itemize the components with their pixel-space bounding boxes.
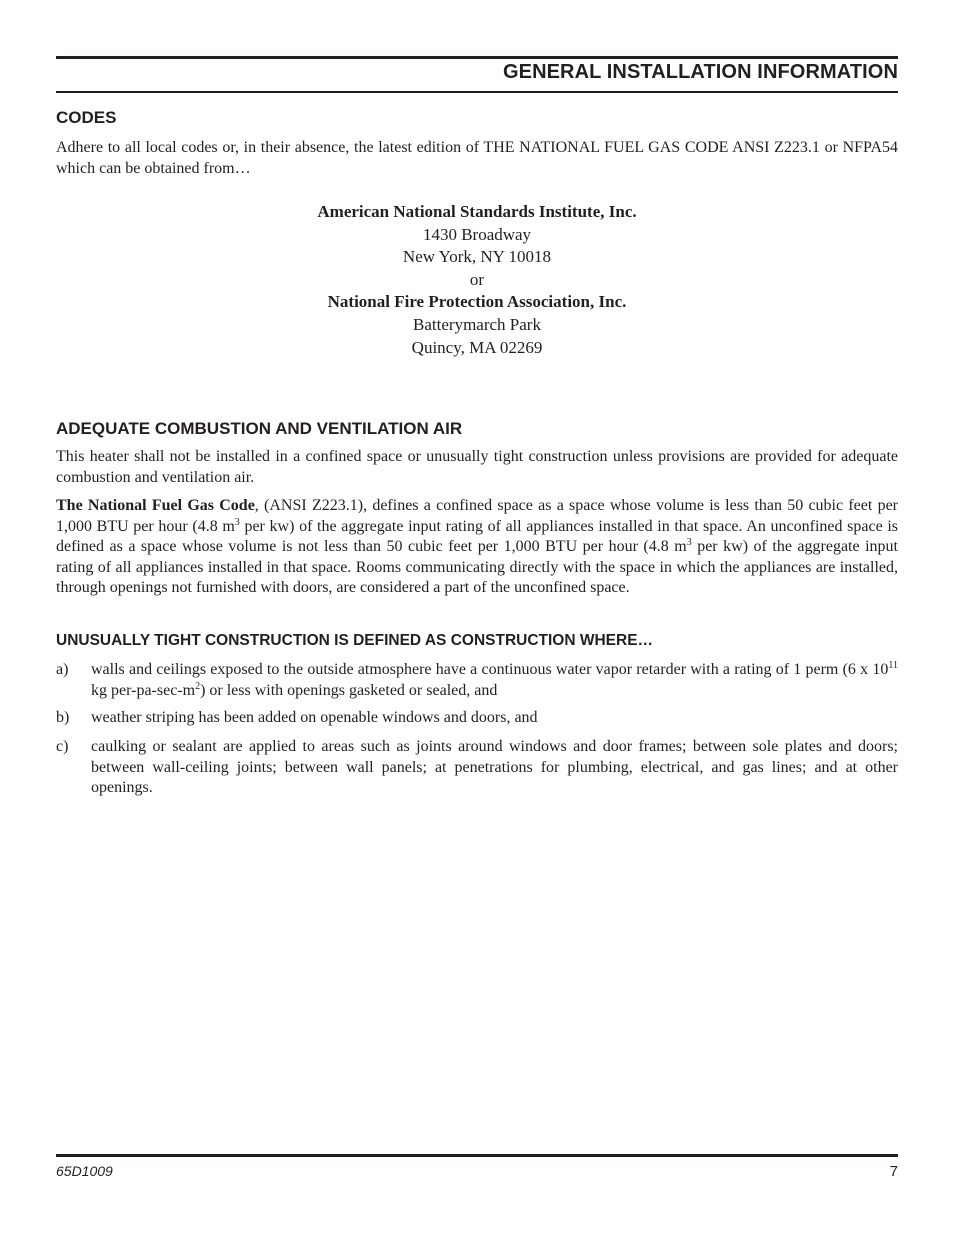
list-marker: b) [56,709,70,726]
superscript-3: 3 [686,537,692,548]
superscript-2: 2 [195,680,201,692]
document-page [56,0,898,1235]
item-a-text-3: ) or less with openings gasketed or sealed, and [200,681,498,699]
org1-street: 1430 Broadway [422,224,532,244]
para2-text-1: , (ANSI Z223.1), defines a confined space as a space whose volume is less than 50 cubic feet per 1,000 BTU per hour (4.8 m [56,497,898,535]
para2-text-2: per kw) of the aggregate input rating of all appliances installed in that space. An unconfined space is defined as a space whose volume is not less than 50 cubic feet per 1,000 BTU per hour (4.8 m [56,517,899,555]
org1-name: American National Standards Institute, Inc. [317,202,637,221]
superscript-3: 3 [234,516,240,528]
superscript-11: 11 [888,660,898,671]
page-number: 7 [889,1163,898,1180]
address-or: or [469,269,485,289]
section-title: GENERAL INSTALLATION INFORMATION [502,61,898,83]
ventilation-para1: This heater shall not be installed in a confined space or unusually tight construction unless provisions are provided for adequate combustion and ventilation air. [56,448,898,486]
nfgc-lead: The National Fuel Gas Code [56,497,255,514]
list-item-text: weather striping has been added on openable windows and doors, and [91,709,538,726]
list-marker: a) [56,661,69,678]
codes-intro: Adhere to all local codes or, in their absence, the latest edition of THE NATIONAL FUEL GAS CODE ANSI Z223.1 or NFPA54 which can be obtained from… [56,139,898,177]
list-item-text: caulking or sealant are applied to areas such as joints around windows and door frames; between sole plates and doors; between wall-ceiling joints; between wall panels; at penetrations for plumbing, electrical, and gas lines; and at other openings. [91,738,898,796]
header-top-rule [56,56,898,59]
org2-name: National Fire Protection Association, Inc. [327,292,627,312]
document-code: 65D1009 [56,1163,113,1179]
footer-rule [56,1154,898,1157]
header-bottom-rule [56,91,898,93]
para2-text-3: per kw) of the aggregate input rating of all appliances installed in that space. Rooms communicating directly with the space in which the appliances are installed, through openings not furnished with doors, are considered a part of the unconfined space. [56,538,899,596]
tight-construction-heading: UNUSUALLY TIGHT CONSTRUCTION IS DEFINED AS CONSTRUCTION WHERE… [56,632,654,649]
org2-city: Quincy, MA 02269 [411,337,543,357]
codes-heading: CODES [56,108,117,127]
item-a-text-2: kg per-pa-sec-m [91,681,196,699]
list-item-text [91,660,898,701]
ventilation-heading: ADEQUATE COMBUSTION AND VENTILATION AIR [56,419,463,438]
org1-city: New York, NY 10018 [402,247,552,267]
ventilation-para2 [56,496,898,599]
item-a-text-1: walls and ceilings exposed to the outside atmosphere have a continuous water vapor retarder with a rating of 1 perm (6 x 10 [91,661,889,678]
address-block [56,201,898,359]
list-marker: c) [56,738,69,755]
org2-street: Batterymarch Park [413,314,541,334]
